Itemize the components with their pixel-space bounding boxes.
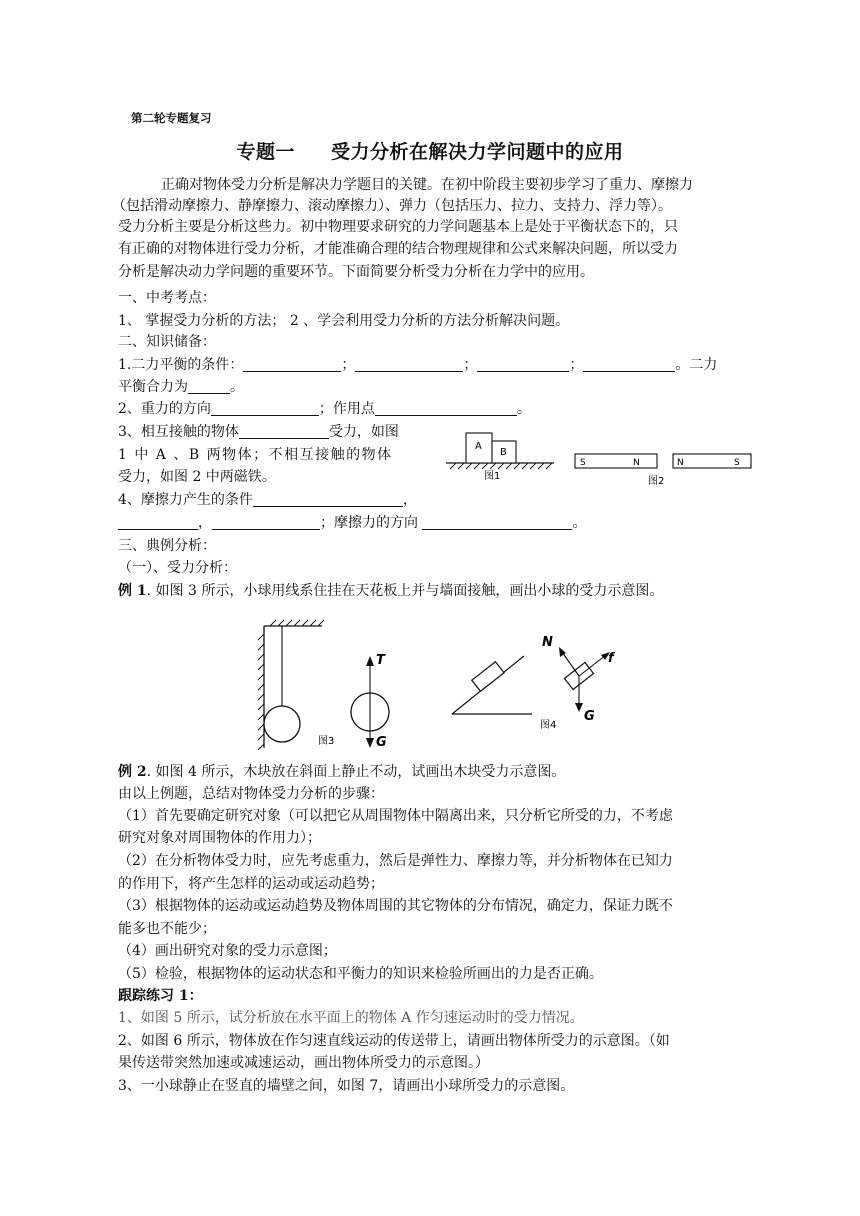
q4-comma-1: ， (402, 492, 417, 508)
q2-blank-2[interactable] (375, 401, 517, 416)
fig3-ball (264, 706, 300, 742)
step-1-line-2: 研究对象对周围物体的作用力）； (118, 830, 321, 846)
question-4 (118, 490, 417, 510)
question-3 (118, 422, 399, 442)
question-3-line-2: 1 中 A 、B 两物体；不相互接触的物体 (118, 447, 393, 463)
fig3-arrow-t (366, 656, 374, 666)
fig3-ceiling-hatch (270, 620, 324, 626)
question-1-line-2 (118, 377, 244, 397)
fig3-force-g-label: G (376, 735, 387, 750)
figure-3 (250, 618, 410, 758)
practice-heading: 跟踪练习 1： (118, 988, 203, 1004)
question-2 (118, 399, 531, 419)
fig3-caption: 图3 (318, 736, 335, 747)
q3-suffix: 受力，如图 (328, 424, 399, 440)
fig1-ground-hatch (450, 463, 552, 469)
figure-4 (448, 628, 628, 738)
practice-3: 3、一小球静止在竖直的墙壁之间，如图 7，请画出小球所受力的示意图。 (118, 1078, 575, 1094)
q2-mid: ；作用点 (318, 401, 375, 417)
q1-blank-2[interactable] (355, 357, 463, 372)
fig4-arrow-g (575, 703, 583, 712)
step-1-line-1: （1）首先要确定研究对象（可以把它从周围物体中隔离出来，只分析它所受的力，不考虑 (118, 808, 673, 824)
example-2 (118, 762, 565, 782)
q4-blank-4[interactable] (422, 515, 572, 530)
intro-line-3: 受力分析主要是分析这些力。初中物理要求研究的力学问题基本上是处于平衡状态下的，只 (118, 219, 678, 235)
step-5: （5）检验，根据物体的运动状态和平衡力的知识来检验所画出的力是否正确。 (118, 966, 603, 982)
section-kicker: 第二轮专题复习 (131, 111, 212, 125)
section2-heading: 二、知识储备： (118, 334, 216, 350)
q1-period: 。 (230, 379, 244, 395)
magnet-1-pole-left: S (580, 458, 586, 468)
intro-line-5: 分析是解决动力学问题的重要环节。下面简要分析受力分析在力学中的应用。 (118, 264, 594, 280)
section1-heading: 一、中考考点： (118, 290, 216, 306)
intro-line-1: 正确对物体受力分析是解决力学题目的关键。在初中阶段主要初步学习了重力、摩擦力 (161, 177, 693, 193)
section3-sub1: （一）、受力分析： (118, 560, 237, 576)
q3-prefix: 3、相互接触的物体 (118, 424, 239, 440)
fig1-label-a: A (475, 441, 482, 452)
q3-blank-1[interactable] (239, 424, 329, 439)
practice-1: 1、如图 5 所示，试分析放在水平面上的物体 A 作匀速运动时的受力情况。 (118, 1010, 584, 1026)
step-3-line-1: （3）根据物体的运动或运动趋势及物体周围的其它物体的分布情况，确定力，保证力既不 (118, 898, 673, 914)
example-2-label: 例 2 (118, 764, 147, 780)
section1-items (118, 311, 569, 331)
q4-prefix: 4、摩擦力产生的条件 (118, 492, 253, 508)
fig4-block (472, 662, 504, 692)
page-title (0, 137, 860, 164)
practice-2-line-1: 2、如图 6 所示，物体放在作匀速直线运动的传送带上，请画出物体所受力的示意图。（如 (118, 1033, 670, 1049)
step-2-line-1: （2）在分析物体受力时，应先考虑重力，然后是弹性力、摩擦力等，并分析物体在已知力 (118, 853, 673, 869)
magnet-1-pole-right: N (633, 458, 640, 468)
title-topic-number: 专题一 (236, 141, 295, 163)
magnet-1 (575, 454, 657, 468)
intro-line-2: （包括滑动摩擦力、静摩擦力、滚动摩擦力）、弹力（包括压力、拉力、支持力、浮力等）。 (112, 198, 672, 214)
title-topic-name: 受力分析在解决力学问题中的应用 (331, 141, 624, 163)
section1-item-1: 1、 掌握受力分析的方法； (118, 313, 286, 329)
fig4-force-n-label: N (542, 635, 553, 650)
steps-summary: 由以上例题，总结对物体受力分析的步骤： (118, 786, 384, 802)
q1-sep-1: ； (341, 357, 356, 373)
intro-line-4: 有正确的对物体进行受力分析，才能准确合理的结合物理规律和公式来解决问题，所以受力 (118, 241, 678, 257)
magnet-2-pole-right: S (734, 458, 740, 468)
step-2-line-2: 的作用下，将产生怎样的运动或运动趋势； (118, 876, 384, 892)
example-1-label: 例 1 (118, 583, 147, 599)
question-3-line-3: 受力，如图 2 中两磁铁。 (118, 469, 276, 485)
q1-sep-2: ； (463, 357, 478, 373)
q1-blank-4[interactable] (583, 357, 675, 372)
q1-prefix: 1.二力平衡的条件： (118, 357, 244, 373)
section3-heading: 三、典例分析： (118, 538, 216, 554)
figure-1 (444, 427, 556, 485)
q1-blank-1[interactable] (243, 357, 341, 372)
q4-period: 。 (572, 515, 587, 531)
fig4-caption: 图4 (540, 720, 557, 731)
fig4-force-f-label: f (608, 651, 614, 666)
q1-blank-5[interactable] (188, 379, 230, 394)
q4-mid: ；摩擦力的方向 (320, 515, 418, 531)
q1-blank-3[interactable] (477, 357, 569, 372)
q4-blank-1[interactable] (253, 492, 403, 507)
figure-2 (573, 448, 753, 488)
fig3-wall-hatch (258, 634, 264, 750)
q4-comma-2: ， (198, 515, 212, 531)
practice-2-line-2: 果传送带突然加速或减速运动，画出物体所受力的示意图。） (118, 1055, 489, 1071)
step-4: （4）画出研究对象的受力示意图； (118, 943, 337, 959)
step-3-line-2: 能多也不能少； (118, 921, 216, 937)
question-1 (118, 355, 717, 375)
example-1 (118, 581, 663, 601)
q2-period: 。 (516, 401, 531, 417)
fig1-caption: 图1 (484, 471, 501, 482)
q2-prefix: 2、重力的方向 (118, 401, 211, 417)
section1-item-2: 2 、学会利用受力分析的方法分析解决问题。 (289, 313, 570, 329)
q1-end: 。二力 (675, 357, 718, 373)
q2-blank-1[interactable] (211, 401, 319, 416)
fig3-arrow-g (366, 738, 374, 748)
q4-blank-2[interactable] (118, 515, 198, 530)
example-2-text: . 如图 4 所示，木块放在斜面上静止不动，试画出木块受力示意图。 (146, 764, 566, 780)
q4-blank-3[interactable] (212, 515, 320, 530)
magnet-2-pole-left: N (677, 458, 684, 468)
fig1-label-b: B (500, 447, 507, 458)
example-1-text: . 如图 3 所示，小球用线系住挂在天花板上并与墙面接触，画出小球的受力示意图。 (146, 583, 664, 599)
q1-line2-text: 平衡合力为 (118, 379, 188, 395)
fig4-force-g-label: G (584, 709, 595, 724)
fig4-normal-line (562, 652, 579, 676)
q1-sep-3: ； (569, 357, 584, 373)
fig3-force-t-label: T (376, 653, 385, 668)
question-4-line-2 (118, 513, 586, 533)
fig2-caption: 图2 (648, 476, 665, 487)
